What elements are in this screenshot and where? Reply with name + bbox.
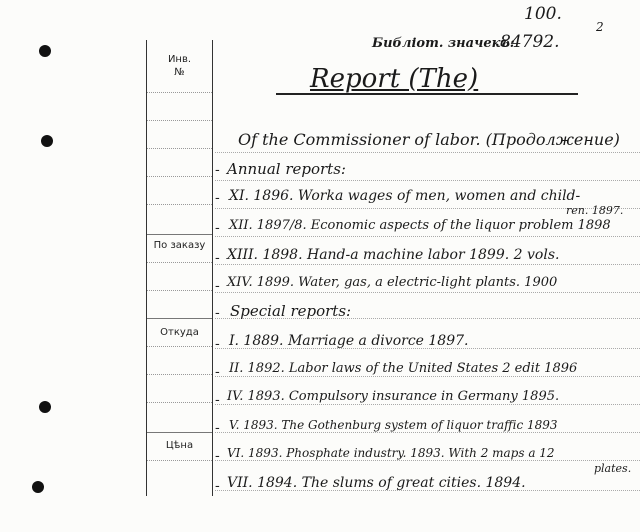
sidebar-rule (147, 120, 212, 121)
order-label: По заказу (153, 240, 206, 251)
entry-line: IV. 1893. Compulsory insurance in Germany 1895. (227, 389, 560, 404)
entry-line-continued: plates. (594, 462, 632, 475)
entry-dash: - (215, 478, 220, 494)
entry-dash: - (215, 162, 220, 178)
entry-line: II. 1892. Labor laws of the United States 2 edit 1896 (229, 361, 578, 376)
entry-rule (215, 180, 640, 181)
entry-line-continued: ren. 1897. (566, 204, 624, 217)
sidebar-rule (147, 460, 212, 461)
sidebar-divider (147, 234, 212, 235)
entry-rule (215, 432, 640, 433)
sidebar-rule (147, 262, 212, 263)
sidebar-divider (147, 432, 212, 433)
sidebar-rule (147, 204, 212, 205)
sidebar-divider (147, 318, 212, 319)
sidebar-rule (147, 92, 212, 93)
corner-number: 100. (524, 4, 562, 24)
entry-line: XII. 1897/8. Economic aspects of the liquor problem 1898 (229, 218, 611, 233)
entry-line: VI. 1893. Phosphate industry. 1893. With 2 maps a 12 (227, 446, 555, 460)
entry-rule (215, 152, 640, 153)
sidebar-rule (147, 402, 212, 403)
entry-dash: - (215, 190, 220, 206)
entry-rule (215, 404, 640, 405)
entry-line: VII. 1894. The slums of great cities. 1894. (227, 475, 526, 491)
entry-rule (215, 264, 640, 265)
punch-hole (41, 135, 53, 147)
entry-dash: - (215, 336, 220, 352)
punch-hole (32, 481, 44, 493)
inv-label: Инв. (167, 54, 192, 65)
entry-line: V. 1893. The Gothenburg system of liquor traffic 1893 (229, 418, 558, 432)
entry-line: XI. 1896. Worka wages of men, women and child- (229, 188, 581, 204)
source-label: Откуда (160, 327, 199, 338)
sidebar-left-border (146, 40, 147, 496)
sidebar-rule (147, 176, 212, 177)
entry-line: XIV. 1899. Water, gas, a electric-light plants. 1900 (227, 275, 558, 290)
entry-line: I. 1889. Marriage a divorce 1897. (229, 333, 469, 349)
corner-mark: 2 (596, 20, 604, 34)
entry-dash: - (215, 392, 220, 408)
entry-dash: - (215, 448, 220, 464)
entry-heading: Of the Commissioner of labor. (Продолжение) (238, 130, 620, 149)
page-title: Report (The) (310, 64, 479, 94)
entry-dash: - (215, 278, 220, 294)
entry-dash: - (215, 220, 220, 236)
entry-rule (215, 376, 640, 377)
sidebar-rule (147, 290, 212, 291)
title-rule (276, 93, 578, 95)
entry-subheading: Annual reports: (227, 160, 346, 178)
entry-rule (215, 236, 640, 237)
entry-subheading: Special reports: (230, 302, 352, 320)
library-mark-value: 84792. (500, 32, 560, 52)
entry-dash: - (215, 364, 220, 380)
entry-line: XIII. 1898. Hand-a machine labor 1899. 2 vols. (227, 247, 560, 263)
entry-rule (215, 292, 640, 293)
entry-dash: - (215, 250, 220, 266)
library-mark-label: Библіот. значекъ: (372, 36, 515, 51)
sidebar-rule (147, 148, 212, 149)
entry-rule (215, 460, 640, 461)
sidebar-rule (147, 374, 212, 375)
no-label: № (174, 67, 185, 78)
entry-dash: - (215, 420, 220, 436)
punch-hole (39, 45, 51, 57)
punch-hole (39, 401, 51, 413)
sidebar-right-border (212, 40, 213, 496)
entry-dash: - (215, 305, 220, 321)
price-label: Цѣна (165, 440, 194, 451)
sidebar-rule (147, 346, 212, 347)
